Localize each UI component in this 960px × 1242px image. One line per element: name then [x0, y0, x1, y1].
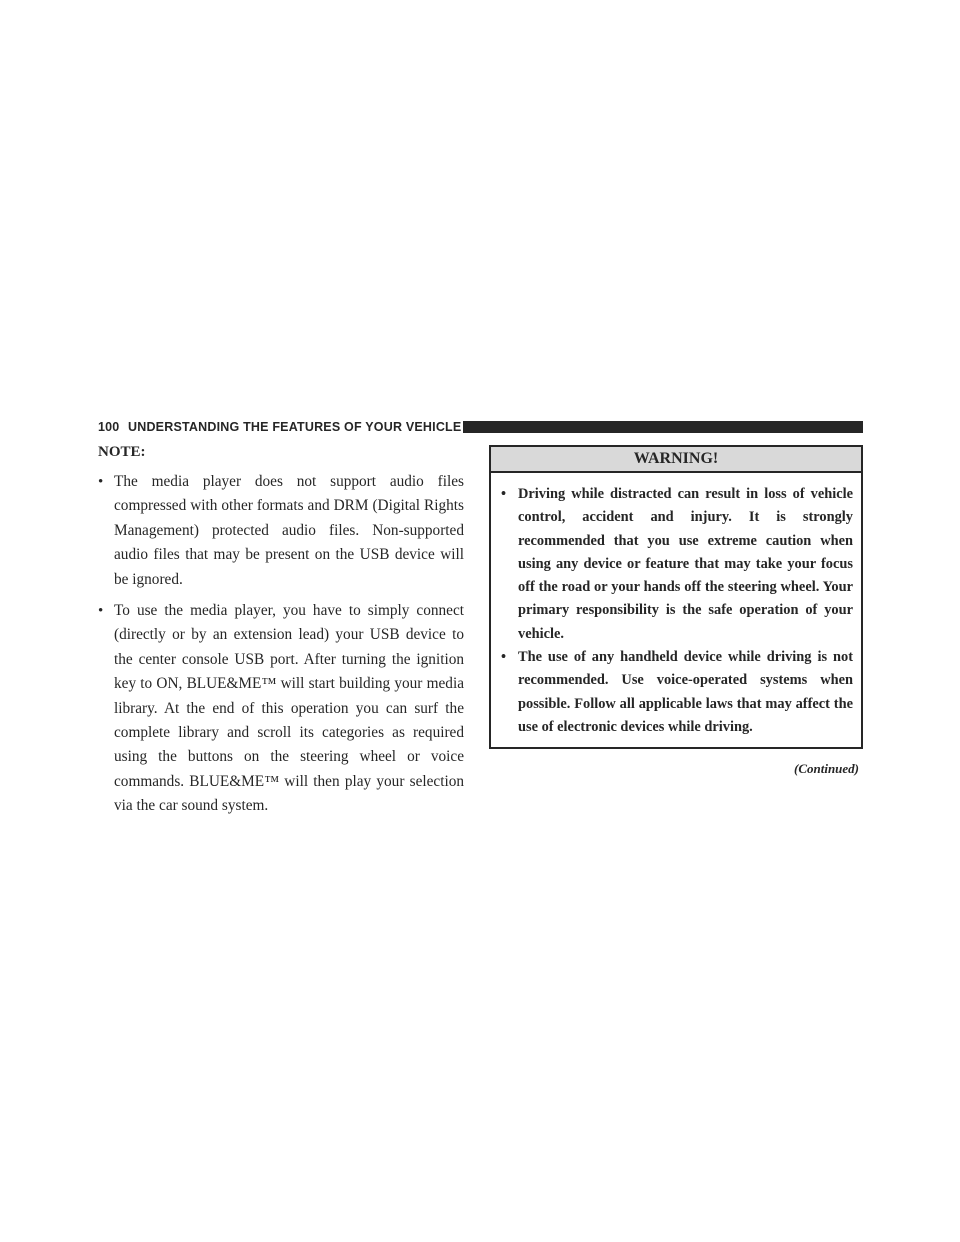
- warning-section: [489, 445, 863, 777]
- warning-box: [489, 445, 863, 749]
- header-rule-bar: [463, 421, 863, 433]
- note-bullet: [98, 599, 464, 819]
- bullet-icon: •: [98, 474, 104, 490]
- bullet-icon: •: [501, 486, 507, 502]
- warning-bullet-text: The use of any handheld device while driving is not recommended. Use voice-operated systems when possible. Follow all applicable laws that may affect the use of electronic devices while driving.: [518, 649, 853, 735]
- warning-bullet-text: Driving while distracted can result in loss of vehicle control, accident and injury. It is strongly recommended that you use extreme caution when using any device or feature that may take your focus off the road or your hands off the steering wheel. Your primary responsibility is the safe operation of your vehicle.: [518, 486, 853, 642]
- page-number: 100: [98, 420, 120, 434]
- note-bullet-text: To use the media player, you have to simply connect (directly or by an extension lead) your USB device to the center console USB port. After turning the ignition key to ON, BLUE&ME™ will start building your media library. At the end of this operation you can surf the complete library and scroll its categories as required using the buttons on the steering wheel or voice commands. BLUE&ME™ will then play your selection via the car sound system.: [114, 602, 464, 815]
- note-section: [98, 440, 464, 826]
- bullet-icon: •: [501, 649, 507, 666]
- note-heading: NOTE:: [98, 444, 146, 460]
- warning-bullet: [501, 646, 853, 739]
- continued-label: (Continued): [793, 761, 859, 777]
- note-bullet-text: The media player does not support audio files compressed with other formats and DRM (Digital Rights Management) protected audio files. Non-supported audio files that may be present on the USB device will be ignored.: [114, 473, 464, 588]
- warning-title: WARNING!: [491, 447, 861, 473]
- note-bullet: [98, 470, 464, 592]
- warning-bullet: [501, 483, 853, 646]
- page-header: [98, 418, 863, 436]
- section-title: UNDERSTANDING THE FEATURES OF YOUR VEHICLE: [128, 420, 462, 434]
- warning-body: [491, 473, 861, 747]
- bullet-icon: •: [98, 603, 104, 620]
